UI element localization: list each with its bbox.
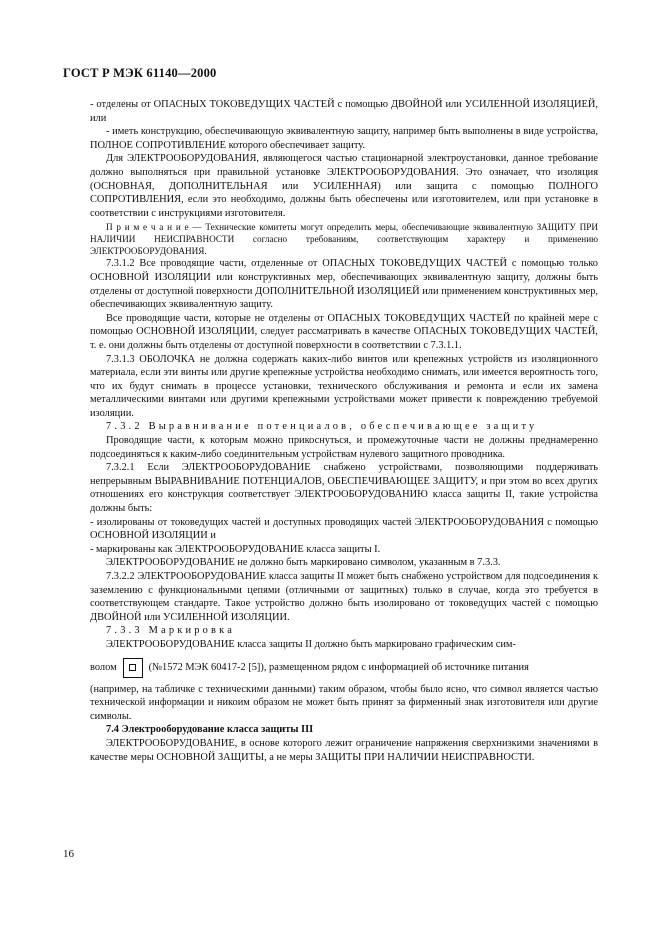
paragraph: 7.3.2.2 ЭЛЕКТРООБОРУДОВАНИЕ класса защиты II может быть снабжено устройством для подсоединения к заземлению с функциональными цепями (отличными от защитных) только в случае, когда это требуется в соответствующем стандарте. Такое устройство должно быть изолировано от токоведущих частей с помощью ДВОЙНОЙ или УСИЛЕННОЙ ИЗОЛЯЦИИ.: [90, 571, 598, 623]
paragraph: 7.3.2 Выравнивание потенциалов, обеспечивающее защиту: [106, 421, 538, 433]
paragraph: 7.3.1.2 Все проводящие части, отделенные от ОПАСНЫХ ТОКОВЕДУЩИХ ЧАСТЕЙ с помощью только ОСНОВНОЙ ИЗОЛЯЦИИ или конструктивных мер, обеспечивающих эквивалентную защиту, должны быть отделены от доступной поверхности ДОПОЛНИТЕЛЬНОЙ ИЗОЛЯЦИЕЙ или применением конструктивных мер, обеспечивающих эквивалентную защиту.: [90, 258, 598, 311]
paragraph: - маркированы как ЭЛЕКТРООБОРУДОВАНИЕ класса защиты I.: [90, 543, 381, 555]
class-ii-inner-square: [129, 664, 136, 671]
page-number: 16: [63, 848, 74, 860]
paragraph: - иметь конструкцию, обеспечивающую эквивалентную защиту, например быть выполнены в виде устройства, ПОЛНОЕ СОПРОТИВЛЕНИЕ которого обеспечивает защиту.: [90, 126, 598, 151]
paragraph: 7.3.2.1 Если ЭЛЕКТРООБОРУДОВАНИЕ снабжено устройствами, позволяющими поддерживать непрерывным ВЫРАВНИВАНИЕ ПОТЕНЦИАЛОВ, ОБЕСПЕЧИВАЮЩЕЕ ЗАЩИТУ, и при этом во всех других отношениях его конструкция соответствует ЭЛЕКТРООБОРУДОВАНИЮ класса защиты II, такие устройства должны быть:: [90, 462, 598, 515]
section-heading: 7.4 Электрооборудование класса защиты III: [106, 724, 314, 736]
paragraph: - отделены от ОПАСНЫХ ТОКОВЕДУЩИХ ЧАСТЕЙ с помощью ДВОЙНОЙ или УСИЛЕННОЙ ИЗОЛЯЦИЕЙ, или: [90, 99, 598, 124]
document-header: ГОСТ Р МЭК 61140—2000: [63, 66, 217, 80]
class-ii-double-square-icon: [123, 658, 143, 678]
paragraph: 7.3.1.3 ОБОЛОЧКА не должна содержать каких-либо винтов или крепежных устройств из изоляционного материала, если эти винты или другие крепежные устройства необходимо снимать, или имеется вероятность того, что их будут снимать в процессе установки, технического обслуживания и ремонта и если их замена металлическими винтами или другими крепежными устройствами может привести к повреждению требуемой изоляции.: [90, 353, 598, 419]
symbol-line-before: волом: [90, 661, 117, 673]
paragraph: ЭЛЕКТРООБОРУДОВАНИЕ класса защиты II должно быть маркировано графическим сим-: [106, 638, 516, 650]
paragraph: - изолированы от токоведущих частей и доступных проводящих частей ЭЛЕКТРООБОРУДОВАНИЯ с помощью ОСНОВНОЙ ИЗОЛЯЦИИ и: [90, 516, 598, 542]
paragraph: ЭЛЕКТРООБОРУДОВАНИЕ, в основе которого лежит ограничение напряжения сверхнизкими значениями в качестве меры ОСНОВНОЙ ЗАЩИТЫ, а не меры ЗАЩИТЫ ПРИ НАЛИЧИИ НЕИСПРАВНОСТИ.: [90, 737, 598, 763]
body-text: [90, 98, 598, 764]
symbol-line-after: (№1572 МЭК 60417-2 [5]), размещенном рядом с информацией об источнике питания: [148, 661, 529, 673]
symbol-line: [90, 653, 598, 683]
paragraph: П р и м е ч а н и е — Технические комитеты могут определить меры, обеспечивающие эквивалентную ЗАЩИТУ ПРИ НАЛИЧИИ НЕИСПРАВНОСТИ согласно требованиям, соответствующим характеру и применению ЭЛЕКТРООБОРУДОВАНИЯ.: [90, 222, 598, 257]
paragraph: Все проводящие части, которые не отделены от ОПАСНЫХ ТОКОВЕДУЩИХ ЧАСТЕЙ по крайней мере с помощью ОСНОВНОЙ ИЗОЛЯЦИИ, следует рассматривать в качестве ОПАСНЫХ ТОКОВЕДУЩИХ ЧАСТЕЙ, т. е. они должны быть отделены от доступной поверхности в соответствии с 7.3.1.1.: [90, 312, 598, 351]
paragraph: (например, на табличке с техническими данными) таким образом, чтобы было ясно, что символ является частью технической информации и никоим образом не может быть принят за фирменный знак изготовителя или другие символы.: [90, 683, 598, 722]
paragraph: ЭЛЕКТРООБОРУДОВАНИЕ не должно быть маркировано символом, указанным в 7.3.3.: [106, 557, 501, 569]
paragraph: Проводящие части, к которым можно прикоснуться, и промежуточные части не должны преднамеренно подсоединяться к каким-либо соединительным устройствам нулевого защитного проводника.: [90, 435, 598, 460]
paragraph: Для ЭЛЕКТРООБОРУДОВАНИЯ, являющегося частью стационарной электроустановки, данное требование должно выполняться при правильной установке ЭЛЕКТРООБОРУДОВАНИЯ. Это означает, что изоляция (ОСНОВНАЯ, ДОПОЛНИТЕЛЬНАЯ или УСИЛЕННАЯ) или защита с помощью ПОЛНОГО СОПРОТИВЛЕНИЯ, если это необходимо, должны быть обеспечены или изготовителем, или при установке в соответствии с инструкциями изготовителя.: [90, 153, 598, 219]
paragraph: 7.3.3 Маркировка: [106, 625, 236, 637]
